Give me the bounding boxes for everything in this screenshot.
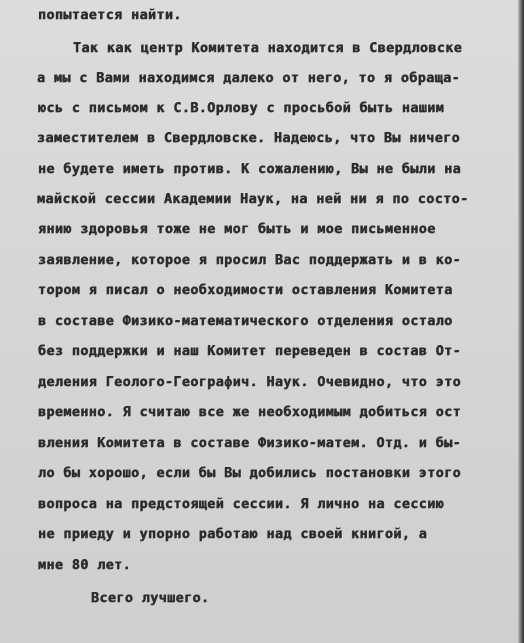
text-line: вопроса на предстоящей сессии. Я лично на сессию [38, 497, 445, 512]
page-edge-shadow [518, 0, 524, 643]
text-line: майской сессии Академии Наук, на ней ни я по состо- [37, 192, 469, 207]
text-line: не приеду и упорно работаю над своей книгой, а [38, 527, 428, 542]
text-line: а мы с Вами находимся далеко от него, то я обраща- [37, 71, 461, 86]
text-line: временно. Я считаю все же необходимым добиться ост [38, 405, 462, 420]
text-line: мне 80 лет. [38, 558, 132, 573]
text-line: заместителем в Свердловске. Надеюсь, что Вы ничего [37, 131, 461, 146]
text-line: Так как центр Комитета находится в Свердловске [73, 41, 463, 56]
text-line: ло бы хорошо, если бы Вы добились постановки этого [38, 466, 462, 481]
text-line: янию здоровья тоже не мог быть и мое письменное [38, 222, 436, 237]
closing-line: Всего лучшего. [91, 591, 210, 606]
text-line: юсь с письмом к С.В.Орлову с просьбой быть нашим [38, 101, 445, 116]
text-line: не будете иметь против. К сожалению, Вы не были на [38, 162, 462, 177]
text-line: деления Геолого-Географич. Наук. Очевидно, что это [38, 375, 462, 390]
text-line: в составе Физико-математического отделения остало [38, 314, 453, 329]
text-line: заявление, которое я просил Вас поддержать и в ко- [38, 253, 462, 268]
text-line: без поддержки и наш Комитет переведен в состав От- [38, 344, 462, 359]
text-line: тором я писал о необходимости оставления Комитета [38, 283, 453, 298]
text-line: попытается найти. [38, 8, 182, 23]
text-line: вления Комитета в составе Физико-матем. Отд. и бы- [38, 436, 462, 451]
